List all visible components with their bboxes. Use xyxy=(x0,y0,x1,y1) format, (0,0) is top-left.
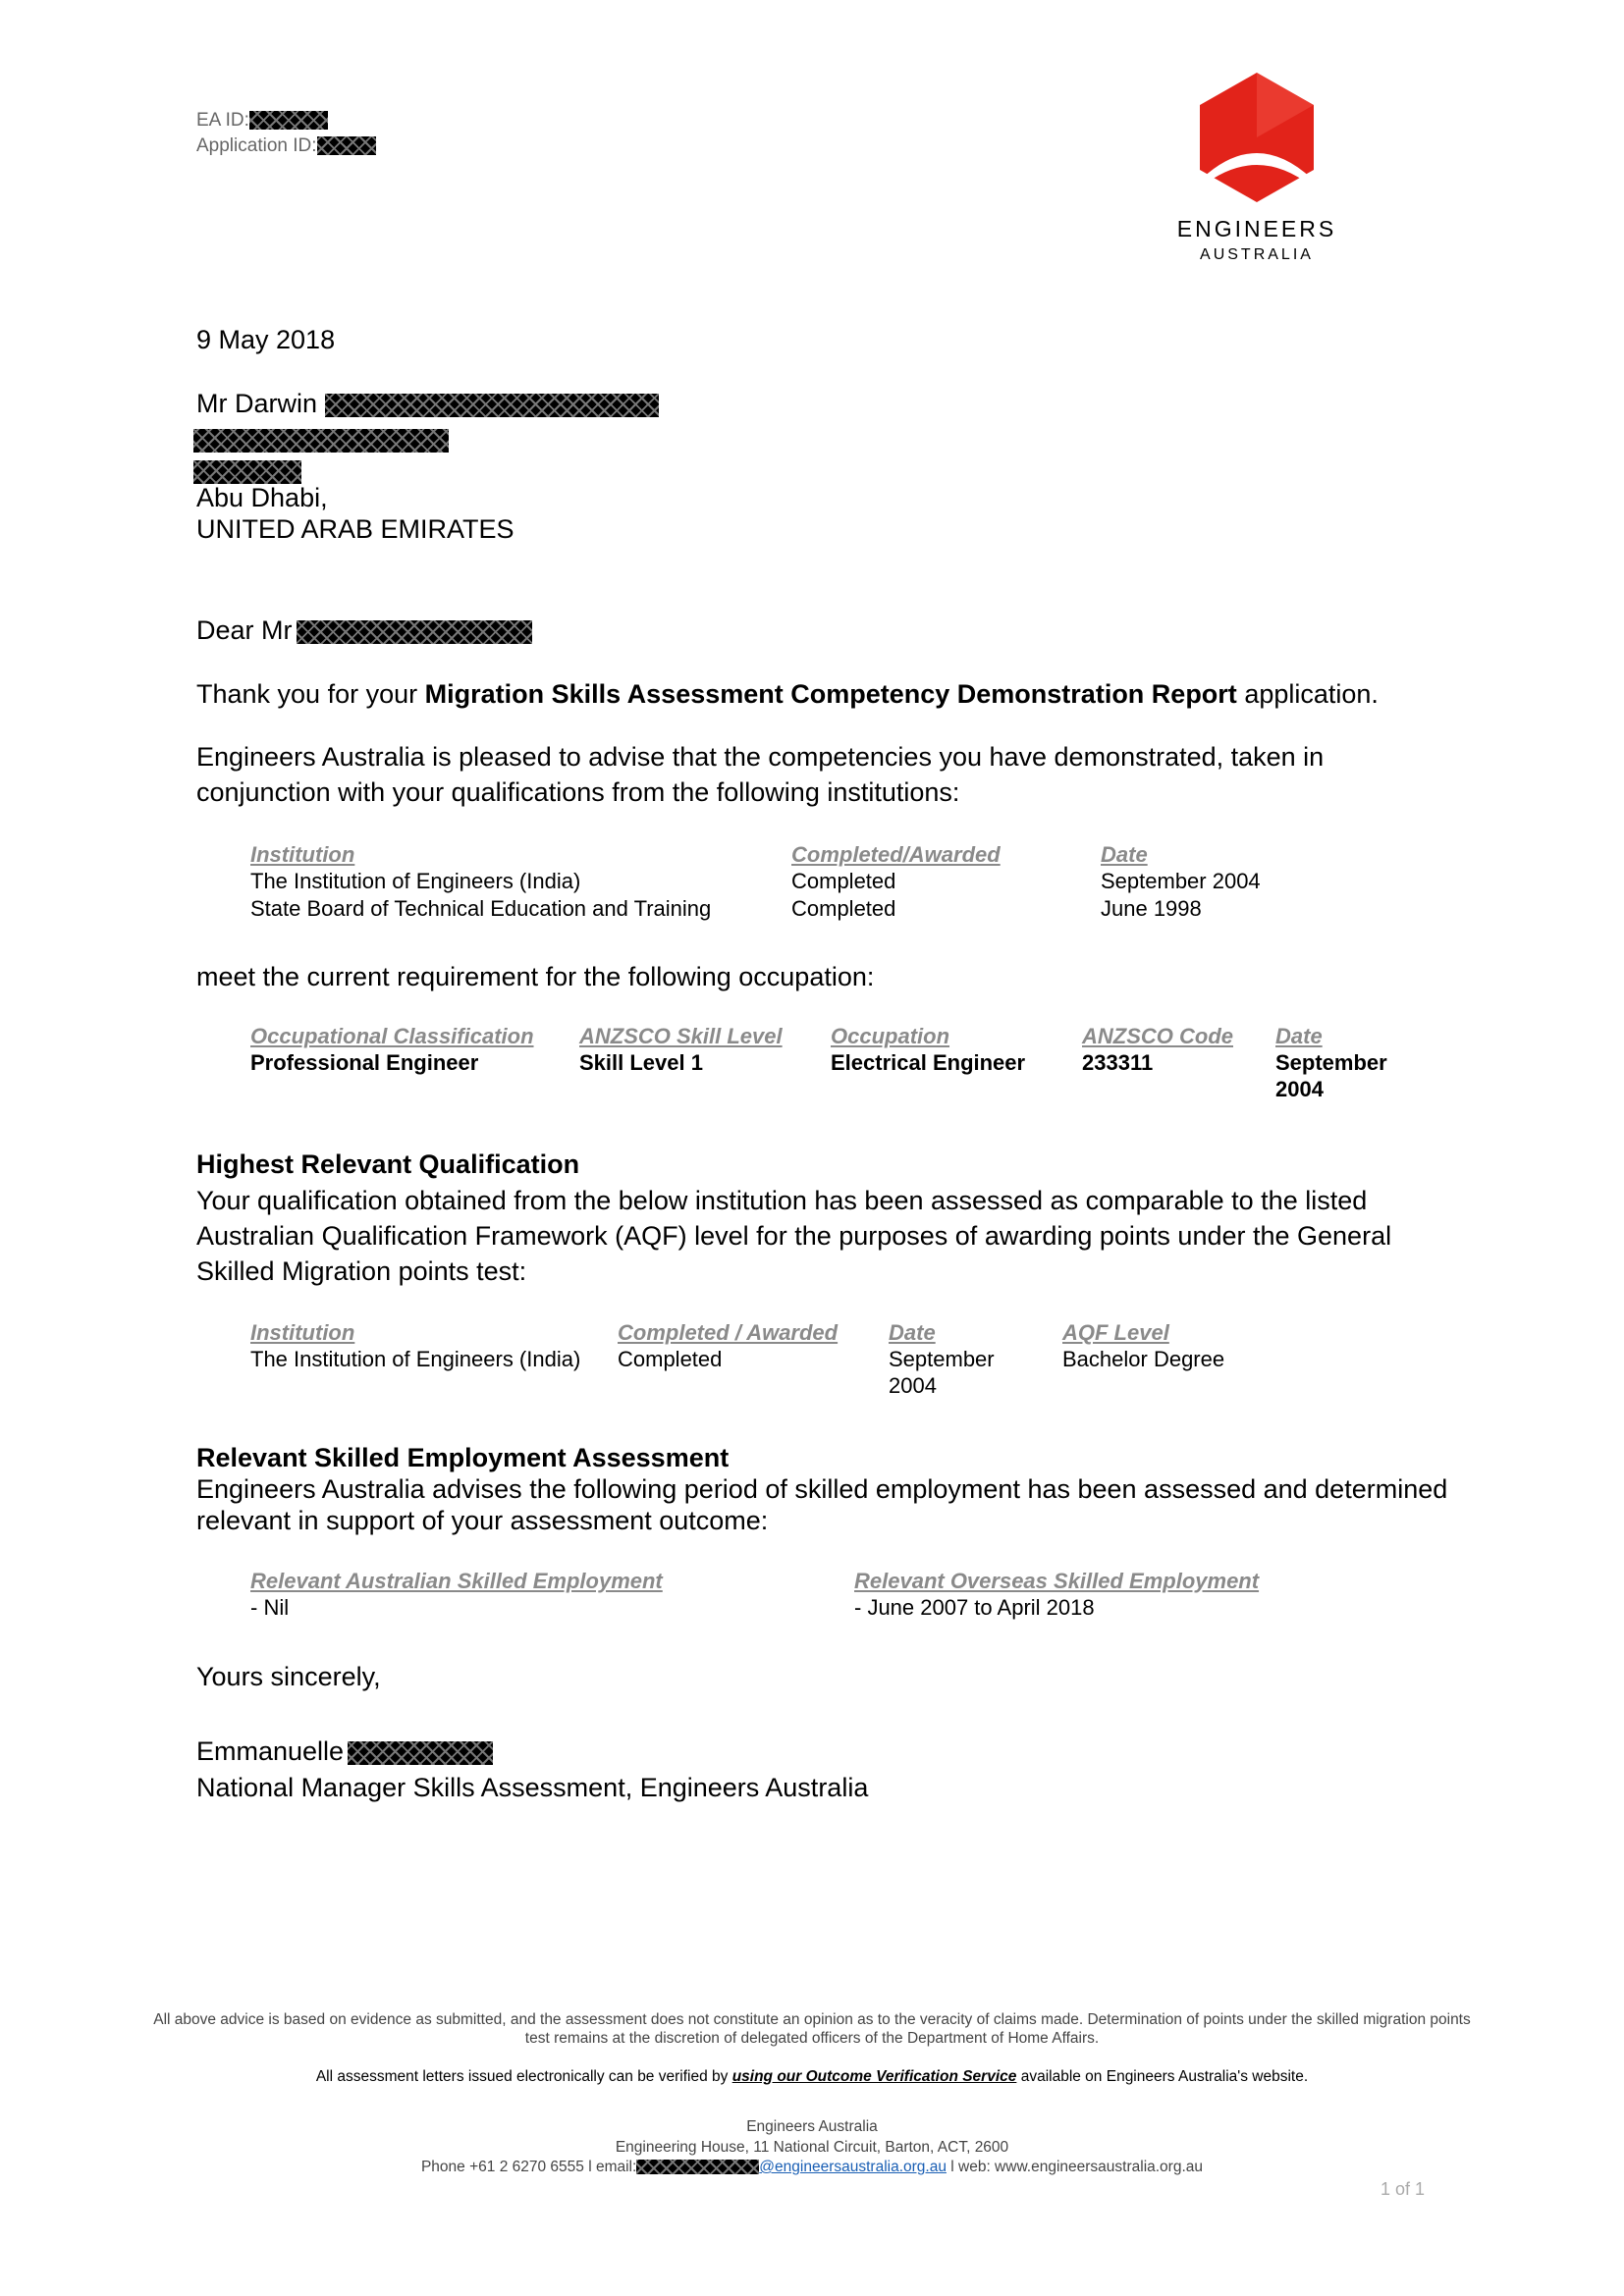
table-row xyxy=(250,895,1380,923)
table-cell: Completed xyxy=(791,896,896,921)
footer-web: l web: www.engineersaustralia.org.au xyxy=(946,2159,1204,2175)
column-header: Occupation xyxy=(831,1024,950,1048)
column-header: Completed / Awarded xyxy=(618,1320,839,1345)
table-cell: Completed xyxy=(791,869,896,893)
column-header: Relevant Australian Skilled Employment xyxy=(250,1569,663,1593)
table-cell: - Nil xyxy=(250,1595,290,1620)
logo-word-engineers: ENGINEERS xyxy=(1176,216,1337,241)
column-header: AQF Level xyxy=(1062,1320,1169,1345)
table-cell: The Institution of Engineers (India) xyxy=(250,869,581,893)
table-row xyxy=(250,1346,1380,1401)
ea-id-label: EA ID: xyxy=(196,110,249,131)
table-cell: Electrical Engineer xyxy=(831,1050,1026,1075)
rse-paragraph: Engineers Australia advises the following period of skilled employment has been assessed and determined relevant in support of your assessment outcome: xyxy=(196,1474,1448,1535)
salutation-line xyxy=(196,613,532,648)
closing: Yours sincerely, xyxy=(196,1662,381,1691)
signer-title: National Manager Skills Assessment, Engineers Australia xyxy=(196,1773,869,1802)
redaction-block xyxy=(325,394,659,417)
redaction-block xyxy=(297,620,532,644)
verify-suffix: available on Engineers Australia's website. xyxy=(1016,2068,1309,2085)
footer-org: Engineers Australia xyxy=(746,2118,878,2135)
footer-disclaimer: All above advice is based on evidence as submitted, and the assessment does not constitute an opinion as to the veracity of claims made. Determination of points under the skilled migration points test remains at the discretion of delegated officers of the Department of Home Affairs. xyxy=(153,2011,1471,2047)
table-cell: - June 2007 to April 2018 xyxy=(854,1595,1095,1620)
application-type: Migration Skills Assessment Competency Demonstration Report xyxy=(424,679,1237,709)
page-number: 1 of 1 xyxy=(1380,2179,1426,2199)
competency-paragraph: Engineers Australia is pleased to advise that the competencies you have demonstrated, taken in conjunction with your qualifications from the following institutions: xyxy=(196,742,1325,807)
application-id-line xyxy=(196,133,376,159)
application-id-label: Application ID: xyxy=(196,135,317,156)
table-cell: 233311 xyxy=(1082,1050,1154,1075)
verify-prefix: All assessment letters issued electronically can be verified by xyxy=(315,2068,732,2085)
column-header: Institution xyxy=(250,842,355,867)
column-header: ANZSCO Code xyxy=(1082,1024,1233,1048)
redaction-block xyxy=(193,460,301,484)
column-header: Date xyxy=(1101,842,1148,867)
letter-date: 9 May 2018 xyxy=(196,325,336,354)
redaction-block xyxy=(249,111,328,130)
logo-word-australia: AUSTRALIA xyxy=(1200,246,1314,263)
salutation: Dear Mr xyxy=(196,615,293,645)
table-cell: Skill Level 1 xyxy=(579,1050,703,1075)
footer-address: Engineering House, 11 National Circuit, Barton, ACT, 2600 xyxy=(615,2139,1009,2156)
column-header: Occupational Classification xyxy=(250,1024,534,1048)
table-cell: Professional Engineer xyxy=(250,1050,479,1075)
column-header: ANZSCO Skill Level xyxy=(579,1024,783,1048)
thanks-paragraph xyxy=(196,676,1473,712)
address-line-redacted xyxy=(196,421,1080,453)
column-header: Institution xyxy=(250,1320,355,1345)
table-header-row xyxy=(250,1568,1380,1594)
table-cell: Completed xyxy=(618,1347,723,1371)
verification-service-link[interactable]: using our Outcome Verification Service xyxy=(731,2068,1017,2085)
thanks-prefix: Thank you for your xyxy=(196,679,425,709)
column-header: Date xyxy=(889,1320,936,1345)
table-cell: Bachelor Degree xyxy=(1062,1347,1225,1371)
ea-id-line xyxy=(196,108,376,133)
table-header-row xyxy=(250,1319,1380,1346)
table-cell: State Board of Technical Education and Training xyxy=(250,896,712,921)
footer-phone: Phone +61 2 6270 6555 l email: xyxy=(420,2159,637,2175)
table-row xyxy=(250,868,1380,895)
table-header-row xyxy=(250,1023,1429,1049)
hexagon-logo-icon xyxy=(1188,69,1326,206)
recipient-name-line xyxy=(196,386,1080,421)
address-line-redacted xyxy=(196,453,1080,482)
hrq-paragraph: Your qualification obtained from the below institution has been assessed as comparable to the listed Australian Qualification Framework (AQF) level for the purposes of awarding points under the General Skilled Migration points test: xyxy=(196,1186,1392,1286)
header-ids xyxy=(196,108,376,159)
table-row xyxy=(250,1594,1380,1622)
email-link[interactable]: @engineersaustralia.org.au xyxy=(759,2159,947,2175)
redaction-block xyxy=(193,429,449,453)
address-city: Abu Dhabi, xyxy=(196,483,328,512)
hrq-heading: Highest Relevant Qualification xyxy=(196,1149,580,1179)
signer-name: Emmanuelle xyxy=(196,1736,345,1766)
column-header: Relevant Overseas Skilled Employment xyxy=(854,1569,1260,1593)
thanks-suffix: application. xyxy=(1236,679,1379,709)
occupation-table xyxy=(250,1023,1429,1104)
occupation-intro: meet the current requirement for the following occupation: xyxy=(196,962,875,991)
employment-table xyxy=(250,1568,1380,1622)
column-header: Completed/Awarded xyxy=(791,842,1001,867)
column-header: Date xyxy=(1275,1024,1323,1048)
table-cell: September 2004 xyxy=(1275,1050,1387,1101)
address-country: UNITED ARAB EMIRATES xyxy=(196,514,514,544)
table-header-row xyxy=(250,841,1380,868)
table-cell: September 2004 xyxy=(889,1347,995,1398)
institutions-table xyxy=(250,841,1380,923)
recipient-address xyxy=(196,386,1080,545)
footer-verification xyxy=(147,2067,1477,2086)
rse-heading: Relevant Skilled Employment Assessment xyxy=(196,1443,730,1472)
redaction-block xyxy=(317,136,376,155)
table-cell: September 2004 xyxy=(1101,869,1261,893)
table-row xyxy=(250,1049,1429,1104)
engineers-australia-logo xyxy=(1159,69,1355,264)
redaction-block xyxy=(348,1741,493,1765)
table-cell: June 1998 xyxy=(1101,896,1202,921)
qualification-table xyxy=(250,1319,1380,1401)
signer-name-line xyxy=(196,1734,493,1769)
table-cell: The Institution of Engineers (India) xyxy=(250,1347,581,1371)
redaction-block xyxy=(636,2160,759,2174)
recipient-name: Mr Darwin xyxy=(196,389,318,418)
footer-contact xyxy=(147,2158,1477,2176)
